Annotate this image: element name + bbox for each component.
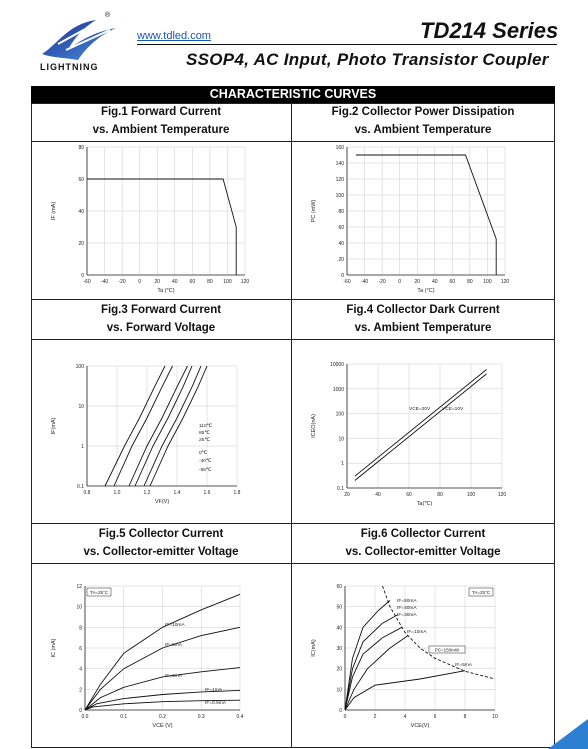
- fig5-caption: [31, 525, 291, 561]
- legend-label: TA=25°C: [471, 590, 491, 595]
- y-tick-label: 50: [336, 604, 342, 611]
- fig3-title: Fig.3 Forward Current: [100, 304, 222, 316]
- fig1-title: Fig.1 Forward Current: [100, 106, 222, 118]
- y-tick-label: 0.1: [337, 486, 344, 492]
- lightning-logo-icon: [38, 14, 128, 64]
- grid-divider: [31, 523, 555, 524]
- x-tick-label: -20: [118, 279, 126, 285]
- fig1-subtitle: vs. Ambient Temperature: [92, 124, 230, 136]
- x-tick-label: 0: [138, 279, 142, 285]
- series-label: -55℃: [199, 468, 212, 473]
- series-line: [355, 374, 487, 481]
- grid-divider: [31, 299, 555, 300]
- series-title: TD214 Series: [420, 18, 559, 43]
- y-tick-label: 1: [341, 461, 344, 468]
- y-axis-label: IF(mA): [51, 417, 57, 435]
- y-tick-label: 10: [336, 687, 342, 694]
- series-label: IF=5mA: [455, 663, 472, 668]
- y-tick-label: 0: [339, 708, 342, 714]
- x-tick-label: 0.4: [236, 714, 244, 720]
- y-axis-label: ICEO(nA): [311, 414, 317, 438]
- fig4-chart: [305, 358, 525, 518]
- x-tick-label: 60: [406, 492, 412, 498]
- fig6-subtitle: vs. Collector-emitter Voltage: [345, 546, 501, 558]
- section-title: CHARACTERISTIC CURVES: [31, 86, 555, 103]
- brand-name: LIGHTNING: [40, 62, 99, 72]
- x-tick-label: 120: [240, 279, 250, 285]
- fig2-chart: [305, 143, 525, 297]
- y-tick-label: 100: [335, 411, 344, 418]
- series-line: [105, 366, 165, 486]
- x-tick-label: 60: [189, 279, 196, 285]
- x-tick-label: 1.6: [203, 490, 211, 496]
- fig2-title: Fig.2 Collector Power Dissipation: [331, 106, 515, 118]
- fig4-title: Fig.4 Collector Dark Current: [346, 304, 500, 316]
- series-label: IF=40mA: [397, 606, 417, 611]
- fig6-title: Fig.6 Collector Current: [360, 528, 486, 540]
- y-tick-label: 0: [79, 708, 82, 714]
- legend-label: TA=25°C: [89, 590, 109, 595]
- y-tick-label: 0: [341, 273, 344, 279]
- y-axis-label: IC (mA): [51, 638, 57, 658]
- y-tick-label: 20: [78, 241, 84, 247]
- series-label: IF=2mA: [165, 674, 182, 679]
- x-tick-label: 0.2: [159, 714, 166, 720]
- series-line: [144, 366, 201, 486]
- series-label: IF=10mA: [407, 630, 427, 635]
- fig5-chart: [45, 580, 265, 736]
- y-axis-label: IF (mA): [51, 201, 57, 221]
- y-tick-label: 10: [78, 404, 84, 410]
- y-tick-label: 40: [78, 209, 84, 215]
- series-line: [345, 615, 398, 710]
- x-axis-label: Ta (°C): [417, 288, 435, 294]
- y-axis-label: PC (mW): [311, 199, 317, 223]
- x-tick-label: 100: [466, 492, 476, 498]
- fig3-caption: [31, 301, 291, 337]
- y-tick-label: 2: [79, 687, 82, 694]
- header-rule: [137, 44, 557, 45]
- x-tick-label: 80: [467, 279, 473, 285]
- y-tick-label: 1000: [332, 386, 344, 393]
- x-tick-label: 20: [154, 279, 161, 285]
- fig4-caption: [292, 301, 554, 337]
- fig3-chart: [45, 358, 265, 518]
- series-label: VCE=20V: [409, 407, 431, 412]
- y-tick-label: 40: [336, 625, 342, 632]
- page-corner-decoration: [548, 719, 588, 749]
- fig5-subtitle: vs. Collector-emitter Voltage: [83, 546, 239, 558]
- y-tick-label: 140: [335, 161, 344, 167]
- x-axis-label: Ta(℃): [416, 501, 433, 507]
- series-label: IF=10mA: [165, 623, 185, 628]
- grid-divider: [31, 563, 555, 564]
- fig6-chart: [305, 580, 525, 736]
- y-tick-label: 8: [79, 625, 82, 632]
- y-tick-label: 160: [335, 145, 344, 151]
- y-tick-label: 80: [78, 145, 84, 151]
- series-line: [355, 370, 487, 477]
- x-tick-label: 0.1: [120, 714, 128, 720]
- y-tick-label: 0: [81, 273, 84, 279]
- x-tick-label: 0.0: [81, 714, 89, 720]
- series-label: 0℃: [199, 451, 208, 456]
- grid-divider: [31, 141, 555, 142]
- x-tick-label: 80: [437, 492, 443, 498]
- x-tick-label: 0.3: [197, 714, 205, 720]
- y-tick-label: 1: [81, 444, 84, 450]
- series-label: 110℃: [199, 424, 213, 429]
- x-tick-label: 1.4: [173, 490, 181, 496]
- y-tick-label: 10: [76, 604, 82, 611]
- y-tick-label: 100: [335, 193, 344, 199]
- series-label: IF=30mA: [397, 613, 417, 618]
- x-tick-label: 4: [403, 714, 407, 720]
- x-tick-label: 1.0: [113, 490, 121, 496]
- series-label: VCE=10V: [442, 407, 464, 412]
- x-tick-label: 20: [344, 492, 350, 498]
- x-tick-label: 1.8: [233, 490, 241, 496]
- series-label: IF=0.5mA: [205, 701, 226, 706]
- registered-mark: ®: [105, 12, 111, 19]
- x-tick-label: 1.2: [143, 490, 151, 496]
- fig6-caption: [292, 525, 554, 561]
- x-tick-label: -60: [83, 279, 91, 285]
- x-tick-label: 120: [497, 492, 507, 498]
- website-link[interactable]: www.tdled.com: [137, 30, 211, 42]
- series-line: [87, 179, 236, 275]
- grid-divider: [31, 339, 555, 340]
- product-subtitle: SSOP4, AC Input, Photo Transistor Coupler: [186, 50, 549, 69]
- y-tick-label: 10: [338, 436, 344, 443]
- grid-divider-vertical: [291, 103, 292, 748]
- y-tick-label: 60: [78, 177, 84, 183]
- y-tick-label: 60: [338, 225, 344, 231]
- x-tick-label: 10: [492, 714, 498, 720]
- series-label: -40℃: [199, 459, 212, 464]
- x-tick-label: 80: [207, 279, 213, 285]
- y-tick-label: 100: [75, 364, 84, 370]
- fig2-caption: [292, 103, 554, 139]
- x-tick-label: 0.8: [83, 490, 91, 496]
- fig1-chart: [45, 143, 265, 297]
- x-axis-label: VCE(V): [410, 723, 430, 729]
- x-tick-label: 8: [463, 714, 467, 720]
- fig1-caption: [31, 103, 291, 139]
- y-tick-label: 6: [79, 646, 82, 652]
- x-tick-label: 40: [171, 279, 178, 285]
- fig4-subtitle: vs. Ambient Temperature: [354, 322, 492, 334]
- y-tick-label: 10000: [330, 362, 344, 368]
- y-tick-label: 20: [336, 666, 342, 673]
- fig2-subtitle: vs. Ambient Temperature: [354, 124, 492, 136]
- pc-annotation: PC=150mW: [434, 647, 460, 653]
- x-tick-label: 20: [414, 279, 421, 285]
- x-tick-label: -40: [360, 279, 369, 285]
- x-tick-label: -60: [343, 279, 351, 285]
- x-tick-label: 0: [343, 714, 347, 720]
- x-tick-label: 100: [483, 279, 492, 285]
- series-label: IF=50mA: [397, 599, 417, 604]
- x-axis-label: Ta (°C): [157, 288, 175, 294]
- y-tick-label: 0.1: [77, 484, 84, 490]
- y-tick-label: 40: [338, 241, 344, 247]
- y-tick-label: 4: [79, 666, 82, 673]
- series-label: IF=5mA: [165, 643, 182, 648]
- x-tick-label: -20: [378, 279, 386, 285]
- x-axis-label: VF(V): [154, 499, 170, 505]
- x-tick-label: -40: [100, 279, 109, 285]
- y-tick-label: 20: [338, 257, 344, 263]
- y-tick-label: 12: [76, 584, 82, 590]
- x-tick-label: 40: [375, 492, 381, 498]
- y-tick-label: 30: [336, 646, 342, 652]
- series-label: 25℃: [199, 438, 210, 443]
- x-tick-label: 120: [500, 279, 510, 285]
- fig5-title: Fig.5 Collector Current: [98, 528, 224, 540]
- fig3-subtitle: vs. Forward Voltage: [106, 322, 216, 334]
- series-label: 85℃: [199, 431, 210, 436]
- x-tick-label: 40: [431, 279, 438, 285]
- x-tick-label: 6: [433, 714, 437, 720]
- series-line: [356, 155, 496, 275]
- y-tick-label: 60: [336, 584, 342, 590]
- x-tick-label: 0: [398, 279, 402, 285]
- y-tick-label: 80: [338, 209, 344, 215]
- x-tick-label: 2: [373, 714, 377, 720]
- x-tick-label: 100: [223, 279, 232, 285]
- series-label: IF=1mA: [205, 688, 222, 693]
- x-tick-label: 60: [449, 279, 456, 285]
- x-axis-label: VCE (V): [152, 723, 173, 729]
- y-tick-label: 120: [335, 177, 344, 183]
- y-axis-label: IC(mA): [311, 639, 317, 657]
